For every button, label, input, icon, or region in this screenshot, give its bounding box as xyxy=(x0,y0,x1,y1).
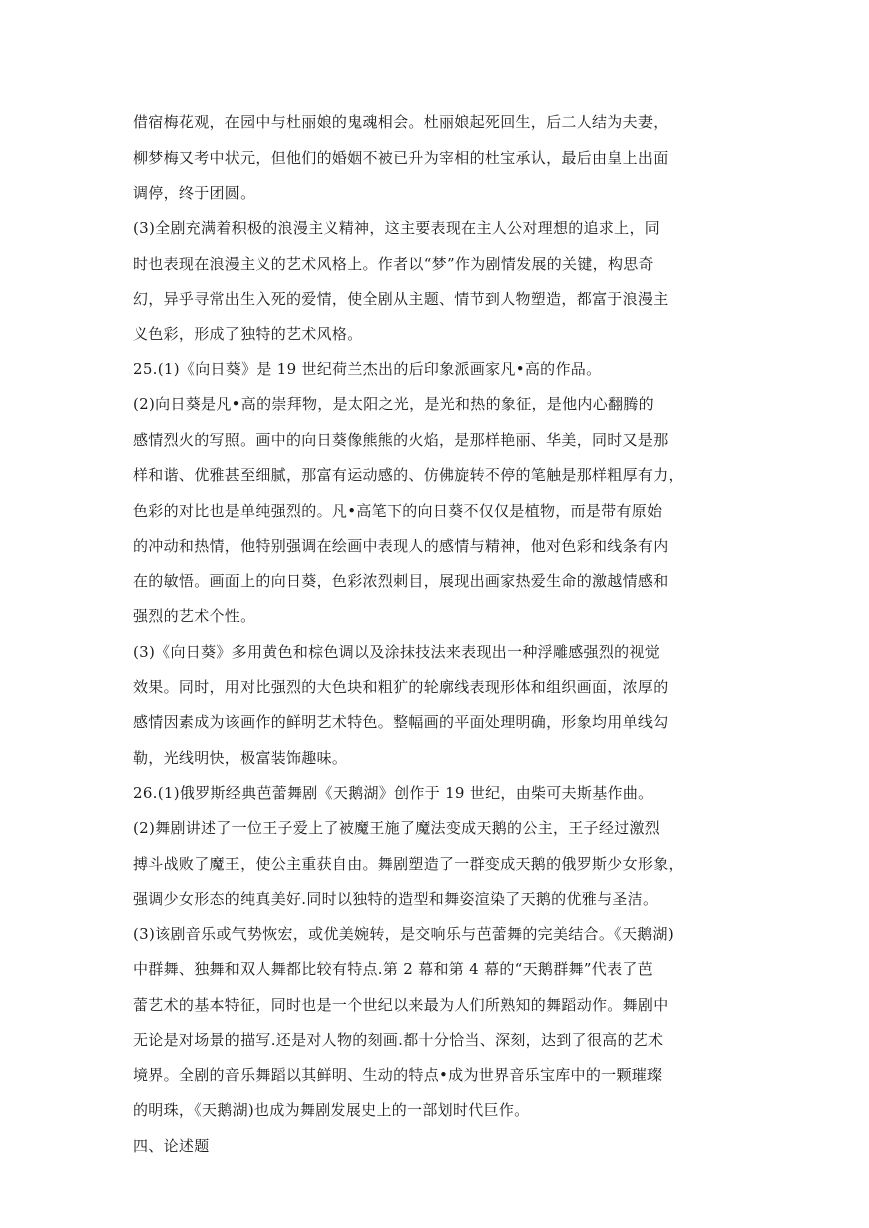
text-line: 幻，异乎寻常出生入死的爱情，使全剧从主题、情节到人物塑造，都富于浪漫主 xyxy=(133,290,669,308)
text-line: 26.(1)俄罗斯经典芭蕾舞剧《天鹅湖》创作于 19 世纪，由柴可夫斯基作曲。 xyxy=(133,784,654,802)
text-line: 义色彩，形成了独特的艺术风格。 xyxy=(133,325,363,343)
text-line: 借宿梅花观，在园中与杜丽娘的鬼魂相会。杜丽娘起死回生，后二人结为夫妻， xyxy=(133,113,669,131)
text-line: 中群舞、独舞和双人舞都比较有特点.第 2 幕和第 4 幕的“天鹅群舞”代表了芭 xyxy=(133,960,653,978)
section-heading: 四、论述题 xyxy=(133,1137,210,1155)
text-line: 强调少女形态的纯真美好.同时以独特的造型和舞姿渲染了天鹅的优雅与圣洁。 xyxy=(133,890,659,908)
text-line: (3)全剧充满着积极的浪漫主义精神，这主要表现在主人公对理想的追求上，同 xyxy=(133,219,661,237)
text-line: (2)向日葵是凡•高的崇拜物，是太阳之光，是光和热的象征，是他内心翻腾的 xyxy=(133,395,654,413)
text-line: 感情因素成为该画作的鲜明艺术特色。整幅画的平面处理明确，形象均用单线勾 xyxy=(133,713,669,731)
text-line: 勒，光线明快，极富装饰趣味。 xyxy=(133,749,348,767)
text-line: 搏斗战败了魔王，使公主重获自由。舞剧塑造了一群变成天鹅的俄罗斯少女形象， xyxy=(133,855,684,873)
text-line: 感情烈火的写照。画中的向日葵像熊熊的火焰，是那样艳丽、华美，同时又是那 xyxy=(133,431,669,449)
text-line: 蕾艺术的基本特征，同时也是一个世纪以来最为人们所熟知的舞蹈动作。舞剧中 xyxy=(133,996,669,1014)
text-line: 调停，终于团圆。 xyxy=(133,184,256,202)
text-line: 色彩的对比也是单纯强烈的。凡•高笔下的向日葵不仅仅是植物，而是带有原始 xyxy=(133,502,663,520)
text-line: 25.(1)《向日葵》是 19 世纪荷兰杰出的后印象派画家凡•高的作品。 xyxy=(133,360,602,378)
text-line: 样和谐、优雅甚至细腻，那富有运动感的、仿佛旋转不停的笔触是那样粗厚有力， xyxy=(133,466,684,484)
text-line: 的明珠，《天鹅湖)也成为舞剧发展史上的一部划时代巨作。 xyxy=(133,1101,530,1119)
text-line: 无论是对场景的描写.还是对人物的刻画.都十分恰当、深刻，达到了很高的艺术 xyxy=(133,1031,664,1049)
text-line: 的冲动和热情，他特别强调在绘画中表现人的感情与精神，他对色彩和线条有内 xyxy=(133,537,669,555)
text-line: (2)舞剧讲述了一位王子爱上了被魔王施了魔法变成天鹅的公主，王子经过激烈 xyxy=(133,819,661,837)
text-line: (3)《向日葵》多用黄色和棕色调以及涂抹技法来表现出一种浮雕感强烈的视觉 xyxy=(133,643,661,661)
text-line: 效果。同时，用对比强烈的大色块和粗犷的轮廓线表现形体和组织画面，浓厚的 xyxy=(133,678,669,696)
text-line: 柳梦梅又考中状元，但他们的婚姻不被已升为宰相的杜宝承认，最后由皇上出面 xyxy=(133,149,669,167)
text-line: 在的敏悟。画面上的向日葵，色彩浓烈刺目，展现出画家热爱生命的激越情感和 xyxy=(133,572,669,590)
text-line: 强烈的艺术个性。 xyxy=(133,607,256,625)
text-line: 境界。全剧的音乐舞蹈以其鲜明、生动的特点•成为世界音乐宝库中的一颗璀璨 xyxy=(133,1066,663,1084)
text-line: (3)该剧音乐或气势恢宏，或优美婉转，是交响乐与芭蕾舞的完美结合。《天鹅湖) xyxy=(133,925,675,943)
text-line: 时也表现在浪漫主义的艺术风格上。作者以“梦”作为剧情发展的关键，构思奇 xyxy=(133,255,654,273)
